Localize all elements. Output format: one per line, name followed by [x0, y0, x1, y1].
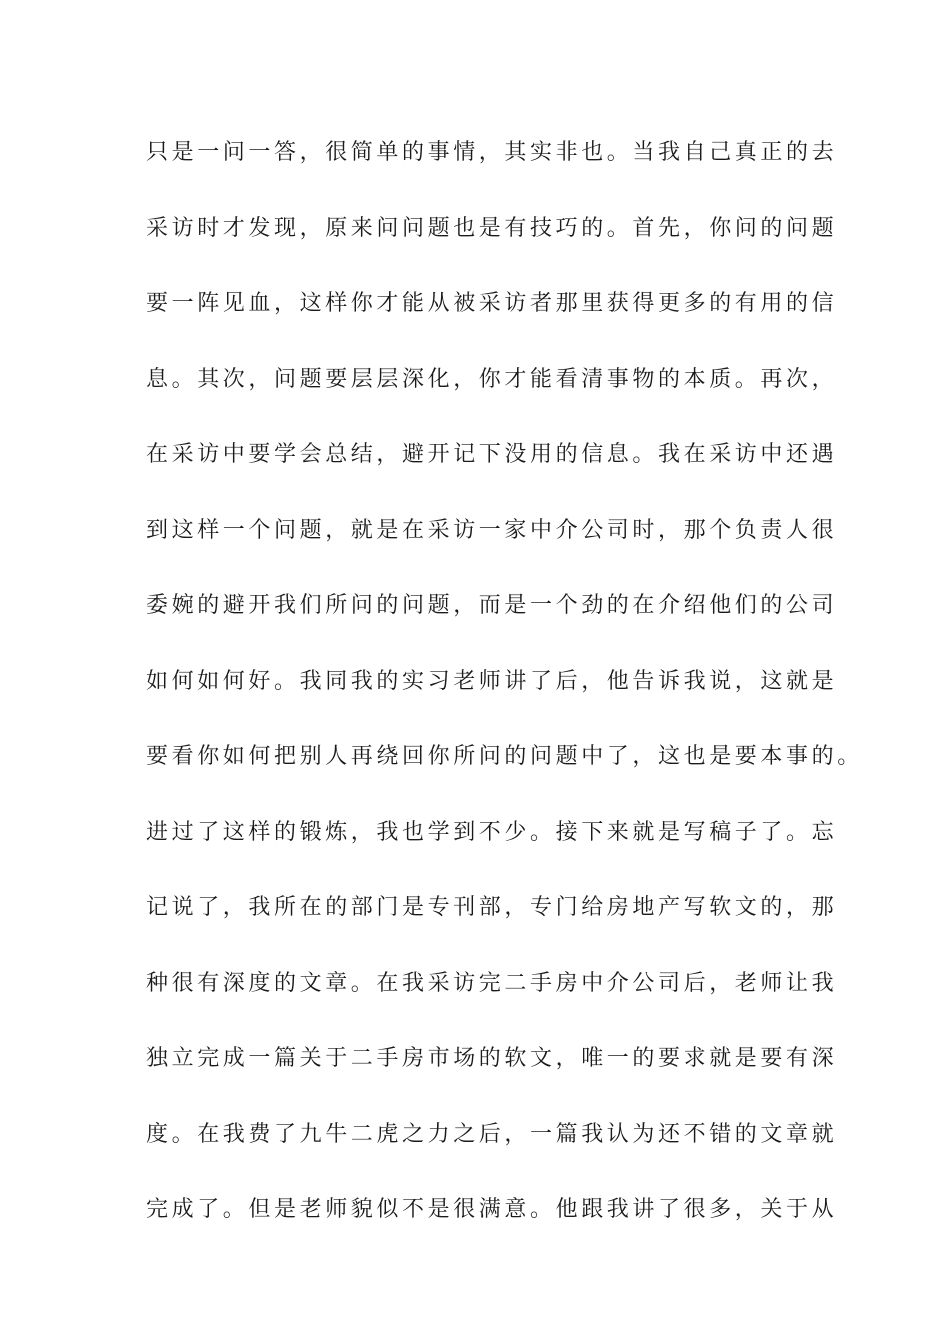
text-line: 记说了，我所在的部门是专刊部，专门给房地产写软文的，那 [146, 895, 838, 920]
text-line: 完成了。但是老师貌似不是很满意。他跟我讲了很多，关于从 [146, 1197, 838, 1222]
text-line: 采访时才发现，原来问问题也是有技巧的。首先，你问的问题 [146, 215, 838, 241]
text-line: 进过了这样的锻炼，我也学到不少。接下来就是写稿子了。忘 [146, 819, 838, 845]
text-line: 委婉的避开我们所问的问题，而是一个劲的在介绍他们的公司 [146, 593, 838, 618]
text-line: 独立完成一篇关于二手房市场的软文，唯一的要求就是要有深 [146, 1046, 838, 1071]
text-line: 到这样一个问题，就是在采访一家中介公司时，那个负责人很 [146, 517, 838, 543]
text-line: 种很有深度的文章。在我采访完二手房中介公司后，老师让我 [146, 970, 838, 996]
text-line: 只是一问一答，很简单的事情，其实非也。当我自己真正的去 [146, 140, 838, 165]
body-text [146, 131, 863, 1264]
text-line: 息。其次，问题要层层深化，你才能看清事物的本质。再次， [146, 366, 838, 392]
text-line: 如何如何好。我同我的实习老师讲了后，他告诉我说，这就是 [146, 668, 838, 694]
text-line: 要看你如何把别人再绕回你所问的问题中了，这也是要本事的。 [146, 744, 863, 769]
text-line: 要一阵见血，这样你才能从被采访者那里获得更多的有用的信 [146, 291, 838, 316]
text-line: 度。在我费了九牛二虎之力之后，一篇我认为还不错的文章就 [146, 1121, 838, 1147]
text-line: 在采访中要学会总结，避开记下没用的信息。我在采访中还遇 [146, 442, 838, 467]
